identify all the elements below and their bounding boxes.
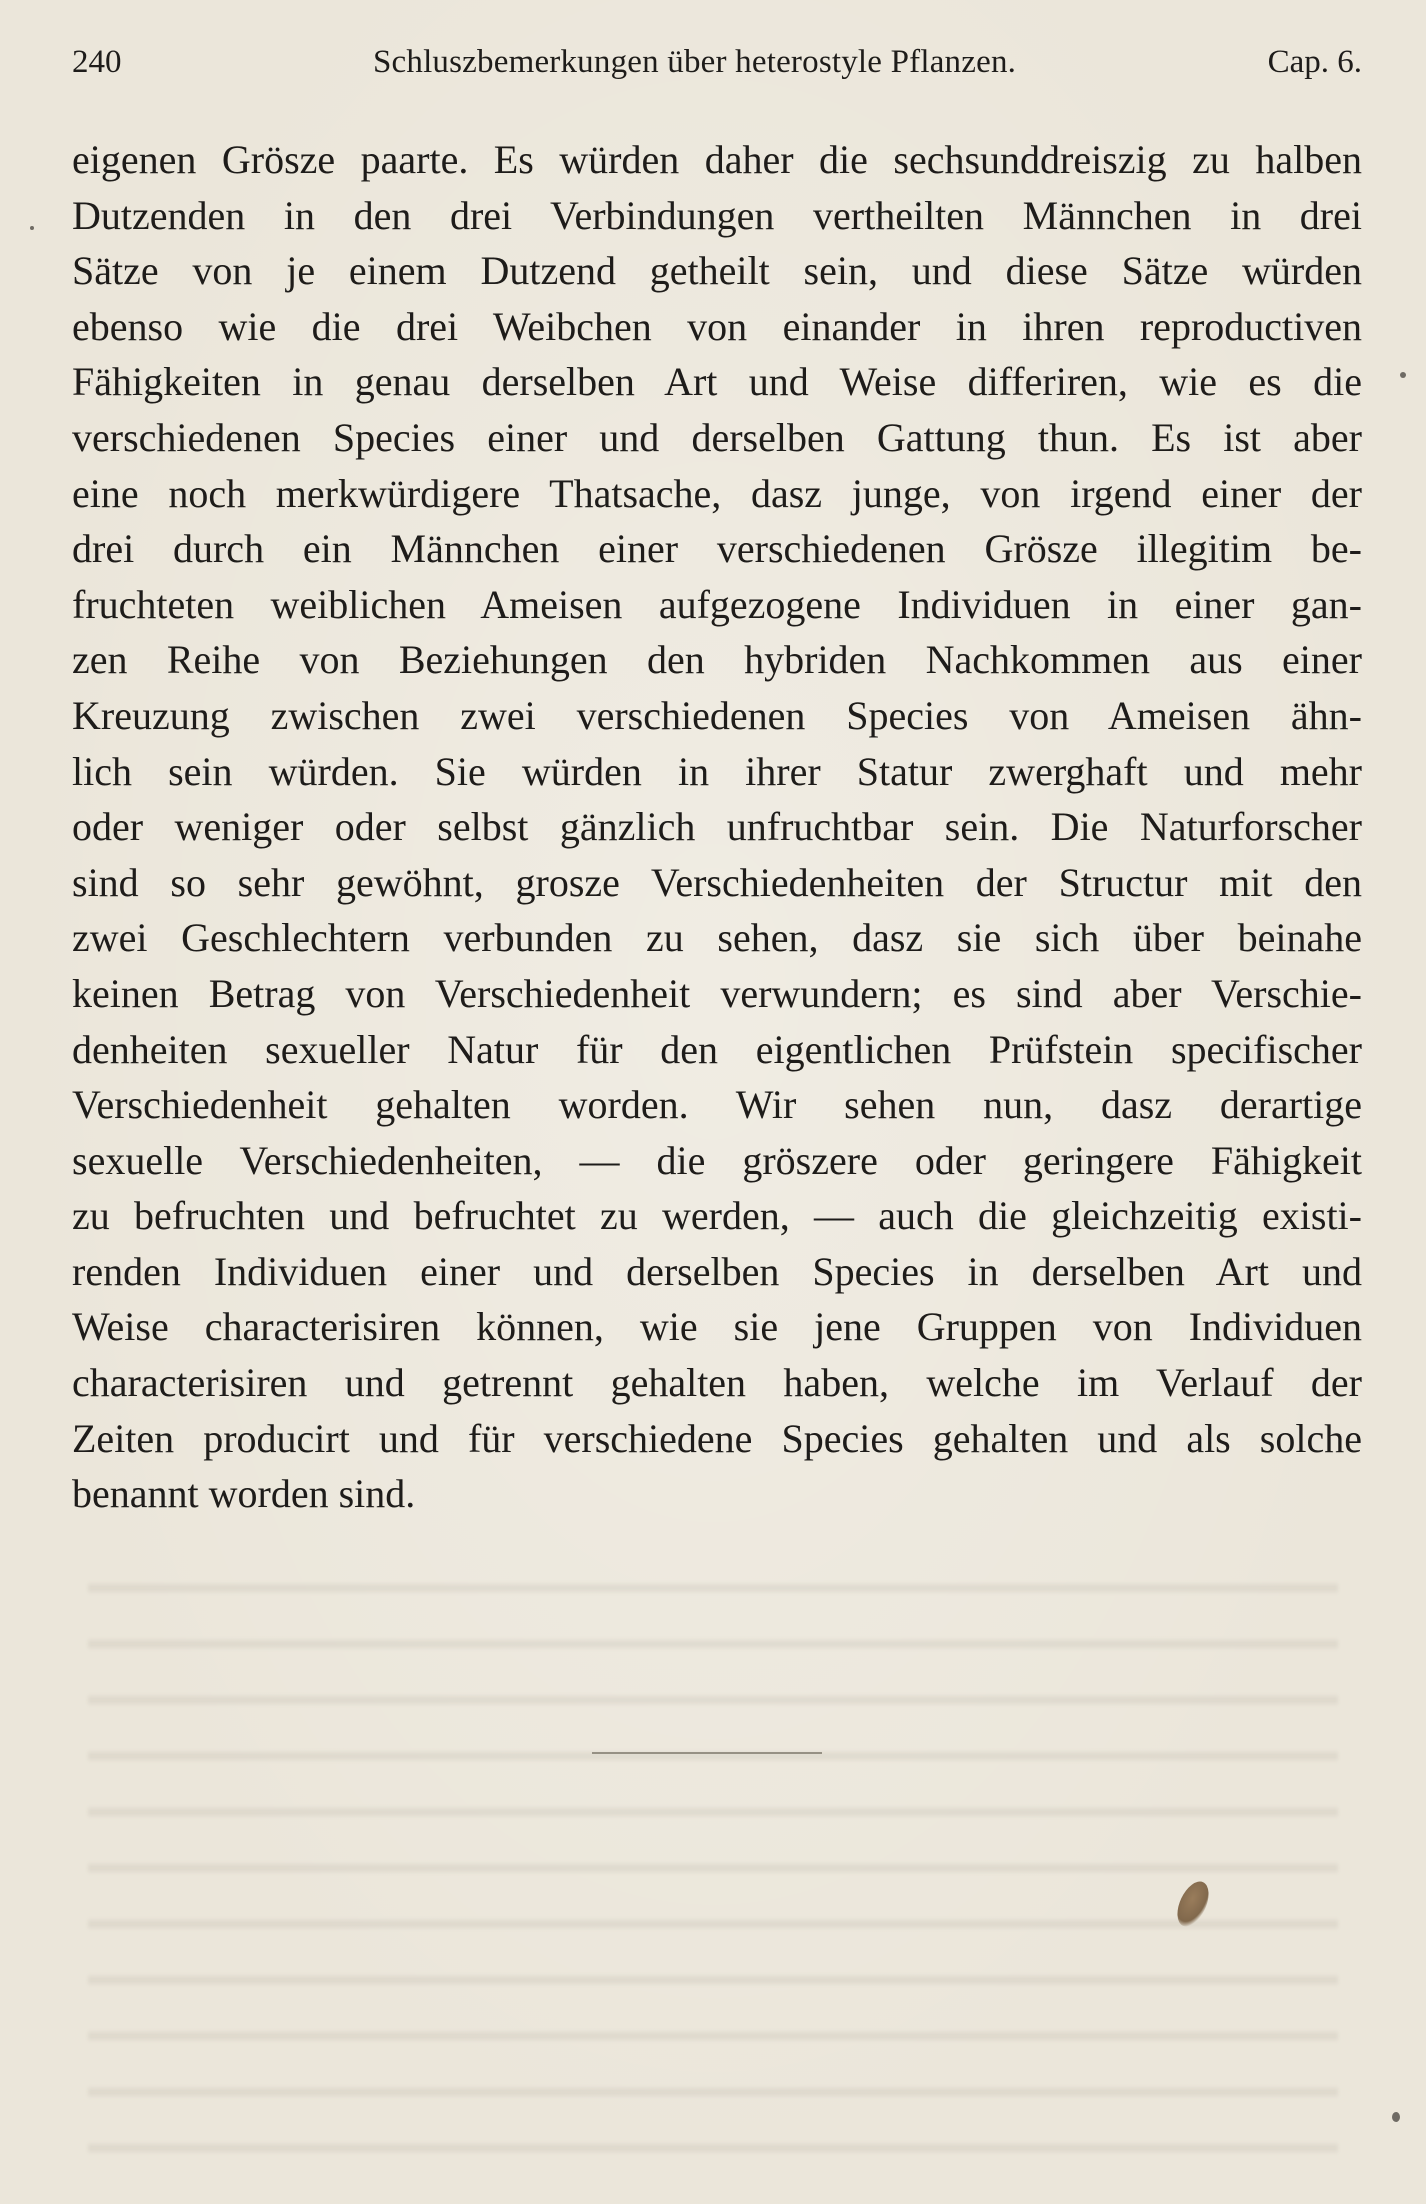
- running-title: Schluszbemerkungen über heterostyle Pflanzen.: [372, 44, 1017, 80]
- chapter-label: Cap. 6.: [1267, 44, 1362, 80]
- text-line: zen Reihe von Beziehungen den hybriden Nachkommen aus einer: [72, 637, 1362, 683]
- text-line: lich sein würden. Sie würden in ihrer Statur zwerghaft und mehr: [72, 748, 1362, 794]
- text-line: characterisiren und getrennt gehalten haben, welche im Verlauf der: [72, 1360, 1362, 1406]
- text-line: denheiten sexueller Natur für den eigentlichen Prüfstein specifischer: [72, 1026, 1362, 1072]
- text-line: zwei Geschlechtern verbunden zu sehen, dasz sie sich über beinahe: [72, 915, 1362, 961]
- section-divider: [592, 1752, 822, 1754]
- running-header: [72, 44, 1362, 88]
- text-line: Fähigkeiten in genau derselben Art und Weise differiren, wie es die: [72, 359, 1362, 405]
- text-line: Sätze von je einem Dutzend getheilt sein, und diese Sätze würden: [72, 248, 1362, 294]
- text-line: Verschiedenheit gehalten worden. Wir sehen nun, dasz derartige: [72, 1082, 1362, 1128]
- text-line: fruchteten weiblichen Ameisen aufgezogene Individuen in einer gan-: [72, 581, 1362, 627]
- text-line: Weise characterisiren können, wie sie jene Gruppen von Individuen: [72, 1304, 1362, 1350]
- text-line: keinen Betrag von Verschiedenheit verwundern; es sind aber Verschie-: [72, 970, 1362, 1016]
- paragraph: [72, 132, 1362, 1522]
- text-line: oder weniger oder selbst gänzlich unfruchtbar sein. Die Naturforscher: [72, 804, 1362, 850]
- text-line: eigenen Grösze paarte. Es würden daher die sechsunddreiszig zu halben: [72, 137, 1362, 182]
- text-line: sexuelle Verschiedenheiten, — die gröszere oder geringere Fähigkeit: [72, 1137, 1362, 1183]
- text-line: drei durch ein Männchen einer verschiedenen Grösze illegitim be-: [72, 526, 1362, 572]
- paper-speck: [1392, 2112, 1400, 2122]
- text-line: zu befruchten und befruchtet zu werden, — auch die gleichzeitig existi-: [72, 1193, 1362, 1239]
- page-number: 240: [72, 44, 122, 80]
- text-line: sind so sehr gewöhnt, grosze Verschiedenheiten der Structur mit den: [72, 859, 1362, 905]
- paper-speck: [30, 226, 34, 230]
- text-line: ebenso wie die drei Weibchen von einander in ihren reproductiven: [72, 303, 1362, 349]
- text-line: verschiedenen Species einer und derselben Gattung thun. Es ist aber: [72, 414, 1362, 460]
- show-through-shadow: [88, 1560, 1338, 2160]
- text-line: renden Individuen einer und derselben Species in derselben Art und: [72, 1248, 1362, 1294]
- text-line: Zeiten producirt und für verschiedene Species gehalten und als solche: [72, 1415, 1362, 1461]
- text-line: Kreuzung zwischen zwei verschiedenen Species von Ameisen ähn-: [72, 692, 1362, 738]
- text-line-last: benannt worden sind.: [72, 1471, 416, 1517]
- text-line: Dutzenden in den drei Verbindungen vertheilten Männchen in drei: [72, 192, 1362, 238]
- paper-speck: [1400, 372, 1406, 378]
- text-line: eine noch merkwürdigere Thatsache, dasz junge, von irgend einer der: [72, 470, 1362, 516]
